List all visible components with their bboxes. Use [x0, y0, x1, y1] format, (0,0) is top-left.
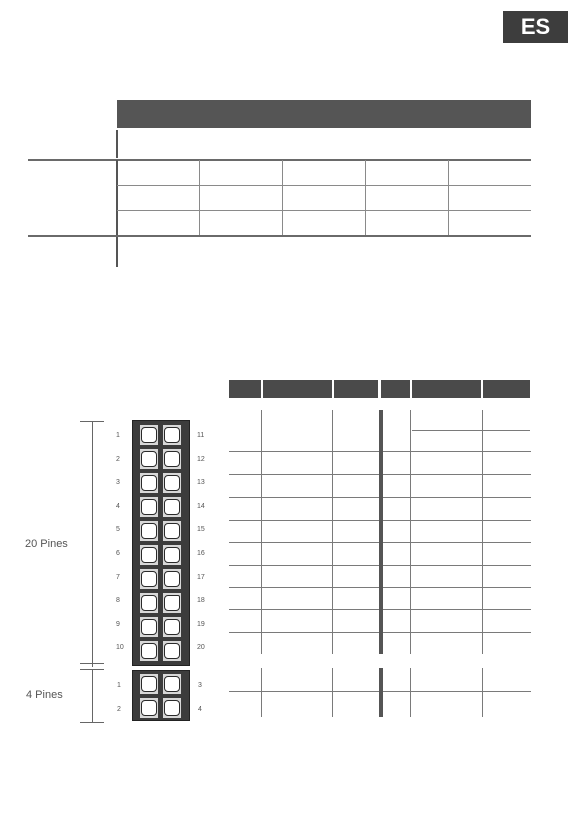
- pin: [141, 643, 157, 659]
- pin: [141, 700, 157, 716]
- pin-number: 6: [116, 550, 120, 557]
- bracket-20-line: [92, 421, 93, 667]
- pin: [141, 475, 157, 491]
- pin: [164, 643, 180, 659]
- pin-number: 4: [116, 502, 120, 510]
- pin-number: 15: [197, 526, 205, 534]
- top-table-rule: [28, 159, 531, 161]
- pin-table-header-cell: [483, 380, 530, 398]
- pin-number: 3: [198, 682, 202, 689]
- bracket-4-line: [92, 669, 93, 722]
- pin-number: 20: [197, 644, 205, 652]
- pin-table-col-sep: [332, 668, 333, 717]
- pin: [164, 547, 180, 563]
- label-4-pins: 4 Pines: [26, 689, 63, 701]
- bracket-4-bottom: [80, 722, 104, 723]
- pin: [164, 595, 180, 611]
- pin: [141, 595, 157, 611]
- pin-table-col-sep: [410, 668, 411, 717]
- connector-4-pin: [132, 670, 190, 721]
- pin-table-col-sep: [261, 410, 262, 654]
- top-table-col-sep: [199, 160, 200, 236]
- top-table-rule: [28, 235, 531, 237]
- connector-20-pin: [132, 420, 190, 666]
- pin-table-center-divider: [379, 410, 383, 654]
- pin-table-col-sep: [482, 410, 483, 654]
- pin-number: 5: [116, 526, 120, 534]
- pin: [164, 676, 180, 692]
- bracket-20-top: [80, 421, 104, 422]
- pin-number: 14: [197, 502, 205, 510]
- pin: [141, 451, 157, 467]
- pin-table-header-cell: [263, 380, 332, 398]
- pin: [141, 499, 157, 515]
- language-badge: ES: [503, 11, 568, 43]
- top-table-divider: [116, 130, 118, 158]
- top-table-header-bar: [117, 100, 531, 128]
- pin-number: 1: [117, 682, 121, 689]
- pin: [164, 571, 180, 587]
- pin: [164, 700, 180, 716]
- pin-number: 12: [197, 455, 205, 463]
- pin-table-col-sep: [261, 668, 262, 717]
- pin-table-col-sep: [332, 410, 333, 654]
- pin-number: 1: [116, 432, 120, 439]
- pin-number: 8: [116, 597, 120, 605]
- pin-table-col-sep: [482, 668, 483, 717]
- top-table-col-sep: [282, 160, 283, 236]
- top-table-divider: [116, 237, 118, 267]
- pin: [164, 475, 180, 491]
- pin: [141, 427, 157, 443]
- pin-table-header-cell: [229, 380, 261, 398]
- pin: [164, 499, 180, 515]
- pin-table-header-cell: [334, 380, 378, 398]
- pin: [141, 619, 157, 635]
- pin-table-header-cell: [381, 380, 410, 398]
- bracket-4-top: [80, 669, 104, 670]
- pin: [164, 523, 180, 539]
- pin-number: 4: [198, 706, 202, 713]
- pin-table-header-cell: [412, 380, 481, 398]
- pin-number: 10: [116, 644, 124, 652]
- bracket-20-bottom: [80, 663, 104, 664]
- pin-number: 3: [116, 479, 120, 487]
- pin: [141, 676, 157, 692]
- pin-number: 13: [197, 479, 205, 487]
- pin-number: 16: [197, 550, 205, 557]
- pin: [141, 523, 157, 539]
- top-table-row-sep: [117, 210, 531, 211]
- pin-number: 2: [117, 706, 121, 713]
- label-20-pins: 20 Pines: [25, 538, 68, 550]
- top-table-row-sep: [117, 185, 531, 186]
- pin-number: 2: [116, 455, 120, 463]
- pin-table-col-sep: [410, 410, 411, 654]
- pin: [141, 571, 157, 587]
- pin-number: 17: [197, 573, 205, 581]
- pin-number: 11: [197, 432, 205, 439]
- top-table-col-sep: [448, 160, 449, 236]
- pin-table-row-sep: [412, 430, 530, 431]
- pin: [141, 547, 157, 563]
- pin: [164, 619, 180, 635]
- top-table-col-sep: [365, 160, 366, 236]
- pin-number: 7: [116, 573, 120, 581]
- pin-table-center-divider: [379, 668, 383, 717]
- top-table-divider: [116, 160, 118, 236]
- pin-number: 18: [197, 597, 205, 605]
- pin: [164, 451, 180, 467]
- pin-number: 19: [197, 620, 205, 628]
- pin: [164, 427, 180, 443]
- pin-number: 9: [116, 620, 120, 628]
